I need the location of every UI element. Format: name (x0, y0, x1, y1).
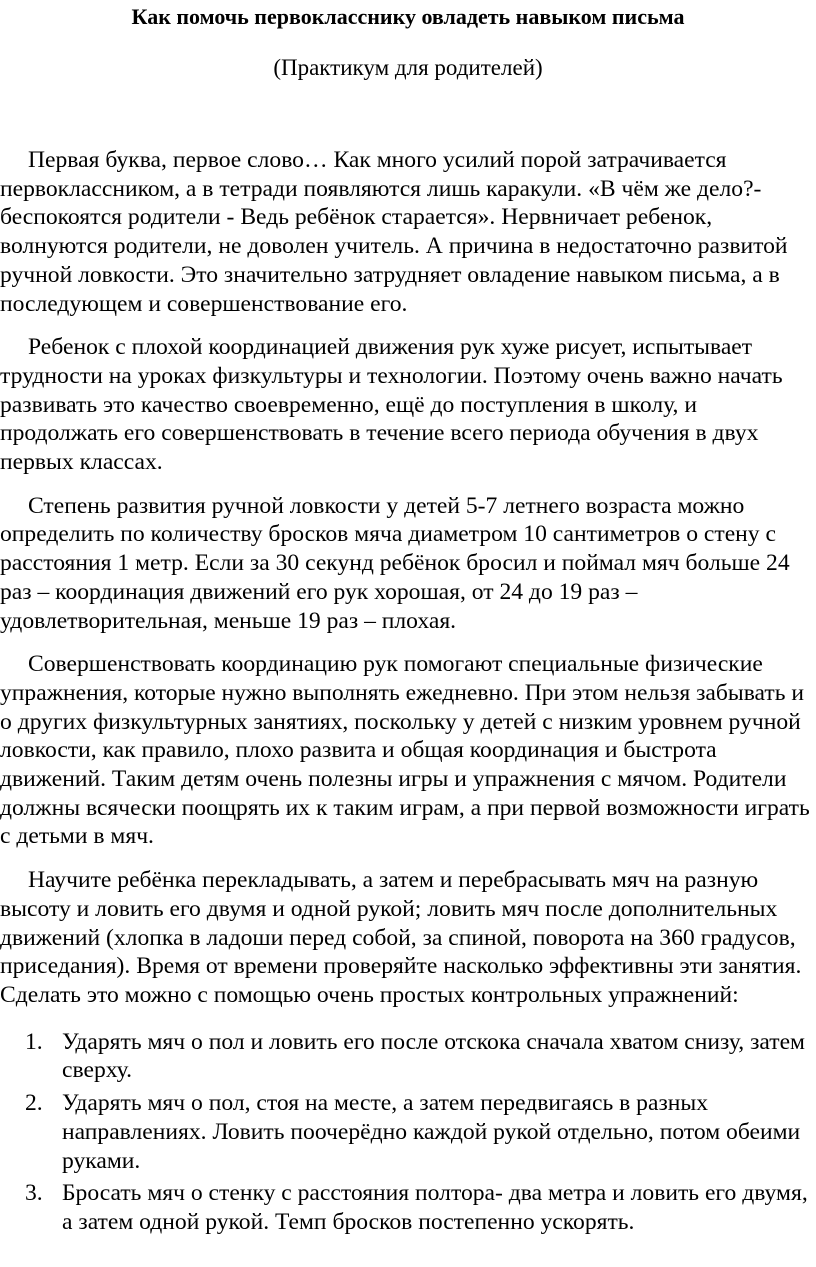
paragraph-5: Научите ребёнка перекладывать, а затем и перебрасывать мяч на разную высоту и ловить его двумя и одной рукой; ловить мяч после дополнительных движений (хлопка в ладоши перед собой, за спиной, поворота на 360 градусов, приседания). Время от времени проверяйте насколько эффективны эти занятия. Сделать это можно с помощью очень простых контрольных упражнений: (0, 867, 802, 1008)
list-item (0, 1089, 814, 1175)
list-item-text: Ударять мяч о пол, стоя на месте, а затем передвигаясь в разных направлениях. Ловить поочерёдно каждой рукой отдельно, потом обеими руками. (62, 1090, 801, 1174)
document-title: Как помочь первокласснику овладеть навыком письма (131, 4, 685, 29)
list-item-number: 3. (25, 1180, 43, 1207)
list-item (0, 1179, 814, 1236)
paragraph-3: Степень развития ручной ловкости у детей 5-7 летнего возраста можно определить по количеству бросков мяча диаметром 10 сантиметров о стену с расстояния 1 метр. Если за 30 секунд ребёнок бросил и поймал мяч больше 24 раз – координация движений его рук хорошая, от 24 до 19 раз – удовлетворительная, меньше 19 раз – плохая. (0, 492, 790, 634)
paragraph-1: Первая буква, первое слово… Как много усилий порой затрачивается первоклассником, а в тетради появляются лишь каракули. «В чём же дело?- беспокоятся родители - Ведь ребёнок старается». Нервничает ребенок, волнуются родители, не доволен учитель. А причина в недостаточно развитой ручной ловкости. Это значительно затрудняет овладение навыком письма, а в последующем и совершенствование его. (0, 147, 788, 317)
paragraph-2: Ребенок с плохой координацией движения рук хуже рисует, испытывает трудности на уроках физкультуры и технологии. Поэтому очень важно начать развивать это качество своевременно, ещё до поступления в школу, и продолжать его совершенствовать в течение всего периода обучения в двух первых классах. (0, 334, 783, 476)
list-item-text: Бросать мяч о стенку с расстояния полтора- два метра и ловить его двумя, а затем одной рукой. Темп бросков постепенно ускорять. (62, 1180, 808, 1235)
list-item-number: 1. (25, 1028, 43, 1055)
document-subtitle: (Практикум для родителей) (273, 55, 543, 80)
list-item (0, 1028, 814, 1085)
list-item-number: 2. (25, 1090, 43, 1117)
document-body (0, 146, 814, 1241)
paragraph-4: Совершенствовать координацию рук помогают специальные физические упражнения, которые нужно выполнять ежедневно. При этом нельзя забывать и о других физкультурных занятиях, поскольку у детей с низким уровнем ручной ловкости, как правило, плохо развита и общая координация и быстрота движений. Таким детям очень полезны игры и упражнения с мячом. Родители должны всячески поощрять их к таким играм, а при первой возможности играть с детьми в мяч. (0, 651, 810, 850)
list-item-text: Ударять мяч о пол и ловить его после отскока сначала хватом снизу, затем сверху. (62, 1028, 805, 1084)
exercise-list (0, 1028, 814, 1237)
